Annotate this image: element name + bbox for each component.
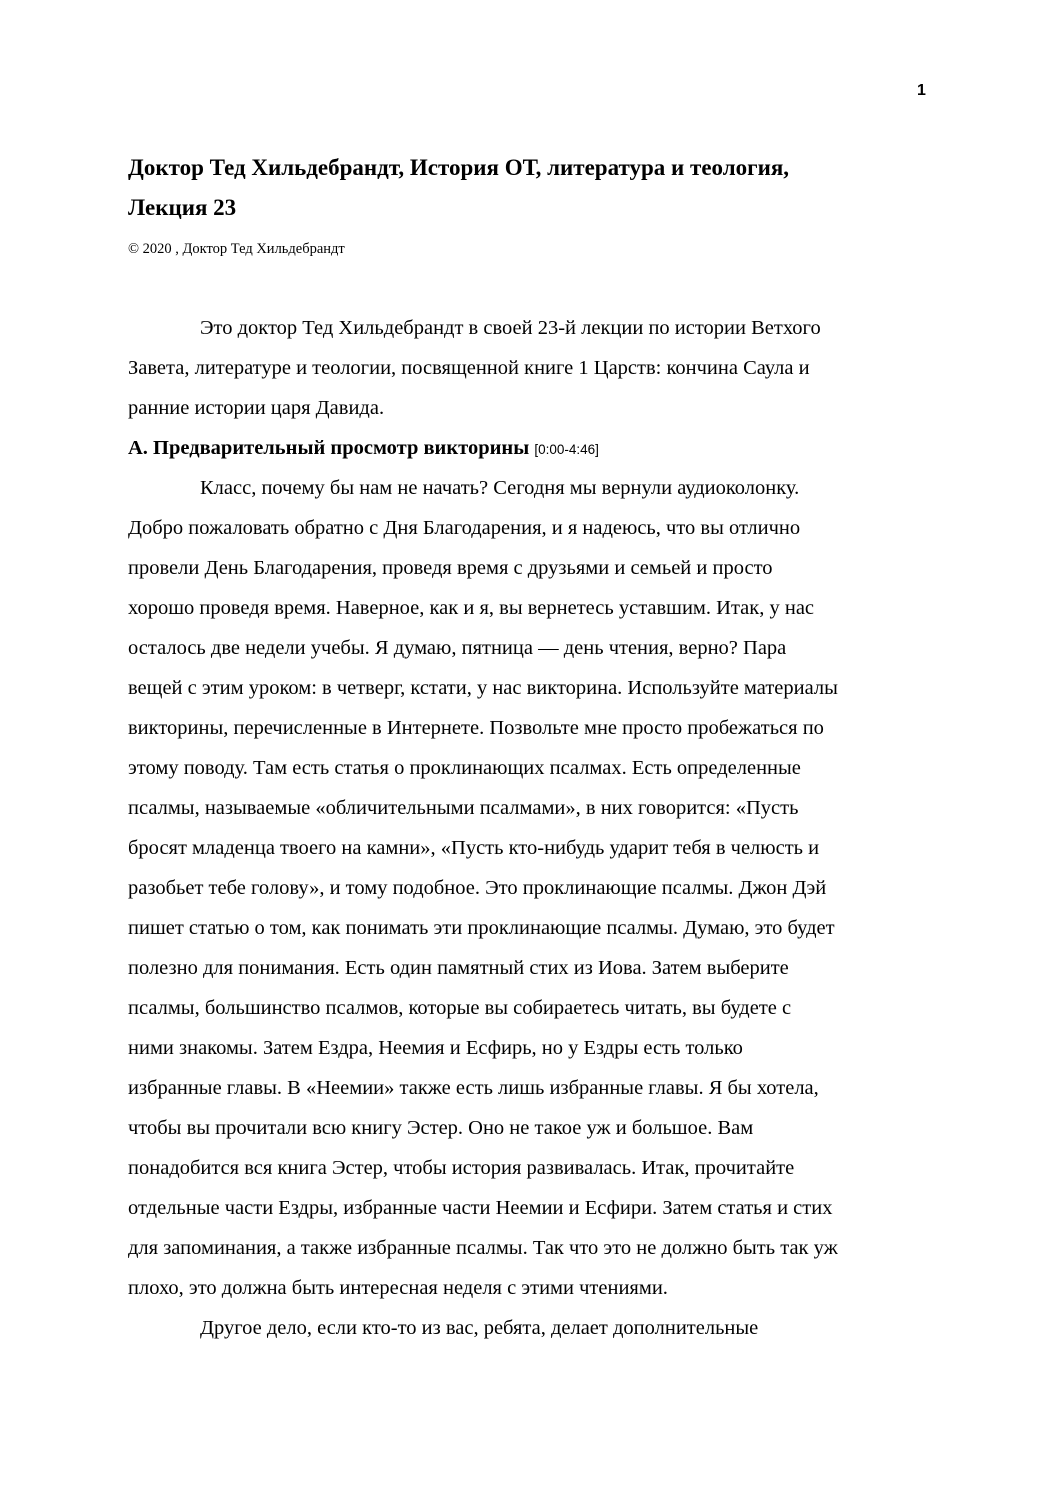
paragraph-line: хорошо проведя время. Наверное, как и я, вы вернетесь уставшим. Итак, у нас xyxy=(128,597,815,619)
page-number: 1 xyxy=(917,82,926,99)
paragraph-line: плохо, это должна быть интересная неделя с этими чтениями. xyxy=(128,1277,668,1299)
paragraph-line: провели День Благодарения, проведя время с друзьями и семьей и просто xyxy=(128,557,773,579)
intro-line: Завета, литературе и теологии, посвященной книге 1 Царств: кончина Саула и xyxy=(128,357,810,379)
paragraph-line: бросят младенца твоего на камни», «Пусть кто-нибудь ударит тебя в челюсть и xyxy=(128,837,820,859)
paragraph-line: псалмы, называемые «обличительными псалмами», в них говорится: «Пусть xyxy=(128,797,799,819)
paragraph-line: чтобы вы прочитали всю книгу Эстер. Оно не такое уж и большое. Вам xyxy=(128,1117,754,1139)
copyright-notice: © 2020 , Доктор Тед Хильдебрандт xyxy=(128,241,345,257)
paragraph-line: пишет статью о том, как понимать эти проклинающие псалмы. Думаю, это будет xyxy=(128,917,835,939)
paragraph-line: викторины, перечисленные в Интернете. Позвольте мне просто пробежаться по xyxy=(128,717,824,739)
section-heading xyxy=(128,428,928,468)
title-line-1: Доктор Тед Хильдебрандт, История ОТ, литература и теология, xyxy=(128,155,790,180)
paragraph-line: для запоминания, а также избранные псалмы. Так что это не должно быть так уж xyxy=(128,1237,838,1259)
paragraph-line: избранные главы. В «Неемии» также есть лишь избранные главы. Я бы хотела, xyxy=(128,1077,819,1099)
intro-line: ранние истории царя Давида. xyxy=(128,397,385,419)
paragraph-line: ними знакомы. Затем Ездра, Неемия и Есфирь, но у Ездры есть только xyxy=(128,1037,743,1059)
title-line-2: Лекция 23 xyxy=(128,195,237,220)
paragraph-line: понадобится вся книга Эстер, чтобы история развивалась. Итак, прочитайте xyxy=(128,1157,795,1179)
paragraph-line: Добро пожаловать обратно с Дня Благодарения, и я надеюсь, что вы отлично xyxy=(128,517,801,539)
page-title xyxy=(128,148,948,228)
section-heading-text: А. Предварительный просмотр викторины xyxy=(128,437,530,459)
paragraph-line: осталось две недели учебы. Я думаю, пятница — день чтения, верно? Пара xyxy=(128,637,787,659)
paragraph-line: полезно для понимания. Есть один памятный стих из Иова. Затем выберите xyxy=(128,957,789,979)
paragraph-line: Другое дело, если кто-то из вас, ребята, делает дополнительные xyxy=(200,1317,759,1339)
paragraph-line: этому поводу. Там есть статья о проклинающих псалмах. Есть определенные xyxy=(128,757,801,779)
document-body xyxy=(128,308,928,1348)
paragraph-line: отдельные части Ездры, избранные части Неемии и Есфири. Затем статья и стих xyxy=(128,1197,833,1219)
paragraph-line: вещей с этим уроком: в четверг, кстати, у нас викторина. Используйте материалы xyxy=(128,677,838,699)
paragraph-line: псалмы, большинство псалмов, которые вы собираетесь читать, вы будете с xyxy=(128,997,792,1019)
paragraph-line: разобьет тебе голову», и тому подобное. Это проклинающие псалмы. Джон Дэй xyxy=(128,877,827,899)
intro-line: Это доктор Тед Хильдебрандт в своей 23-й лекции по истории Ветхого xyxy=(200,317,821,339)
paragraph-line: Класс, почему бы нам не начать? Сегодня мы вернули аудиоколонку. xyxy=(200,477,800,499)
section-timestamp: [0:00-4:46] xyxy=(534,442,599,457)
